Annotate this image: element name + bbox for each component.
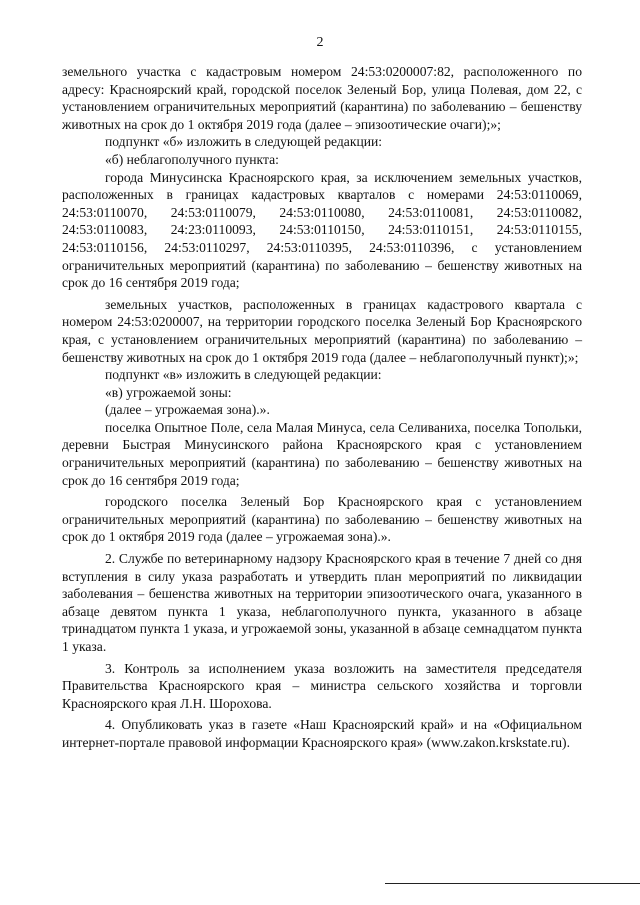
paragraph-item-3: 3. Контроль за исполнением указа возложить на заместителя председателя Правительства Красноярского края – министра сельского хозяйства и торговли Красноярского края Л.Н. Шорохова. (62, 660, 582, 711)
paragraph-parcel-82: земельного участка с кадастровым номером 24:53:0200007:82, расположенного по адресу: Красноярский край, городской поселок Зеленый Бор, улица Полевая, дом 22, с установлением ограничительных мероприятий (карантина) по заболеванию – бешенству животных на срок до 1 октября 2019 года (далее – эпизоотические очаги);»; (62, 64, 582, 132)
page-number: 2 (316, 35, 324, 50)
paragraph-threatened-zone-note: (далее – угрожаемая зона).». (105, 402, 270, 418)
paragraph-item-2: 2. Службе по ветеринарному надзору Красноярского края в течение 7 дней со дня вступления в силу указа разработать и утвердить план мероприятий по ликвидации заболевания – бешенства животных на территории эпизоотического очага, указанного в абзаце девятом пункта 1 указа, неблагополучного пункта, указанного в абзаце тринадцатом пункта 1 указа, и угрожаемой зоны, указанной в абзаце семнадцатом пункта 1 указа. (62, 551, 582, 654)
paragraph-minusinsk-city: города Минусинска Красноярского края, за исключением земельных участков, расположенных в границах кадастровых кварталов с номерами 24:53:0110069, 24:53:0110070, 24:53:0110079, 24:53:0110080, 24:53:0110081, 24:53:0110082, 24:53:0110083, 24:23:0110093, 24:53:0110150, 24:53:0110151, 24:53:0110155, 24:53:0110156, 24:53:0110297, 24:53:0110395, 24:53:0110396, с установлением ограничительных мероприятий (карантина) по заболеванию – бешенству животных на срок до 16 сентября 2019 года; (62, 169, 582, 291)
paragraph-unfavorable-point-heading: «б) неблагополучного пункта: (105, 151, 279, 167)
paragraph-subclause-b-intro: подпункт «б» изложить в следующей редакции: (105, 134, 383, 150)
paragraph-threatened-zone-heading: «в) угрожаемой зоны: (105, 384, 232, 400)
document-body (62, 63, 582, 752)
paragraph-villages: поселка Опытное Поле, села Малая Минуса, села Селиваниха, поселка Топольки, деревни Быстрая Минусинского района Красноярского края с установлением ограничительных мероприятий (карантина) по заболеванию – бешенству животных на срок до 16 сентября 2019 года; (62, 419, 582, 488)
paragraph-subclause-v-intro: подпункт «в» изложить в следующей редакции: (105, 367, 382, 383)
paragraph-item-4: 4. Опубликовать указ в газете «Наш Красноярский край» и на «Официальном интернет-портале правовой информации Красноярского края» (www.zakon.krskstate.ru). (62, 717, 582, 750)
paragraph-zeleny-bor-settlement: городского поселка Зеленый Бор Красноярского края с установлением ограничительных мероприятий (карантина) по заболеванию – бешенству животных на срок до 1 октября 2019 года (далее – угрожаемая зона).». (62, 494, 582, 545)
paragraph-zeleny-bor-parcels: земельных участков, расположенных в границах кадастрового квартала с номером 24:53:0200007, на территории городского поселка Зеленый Бор Красноярского края, с установлением ограничительных мероприятий (карантина) по заболеванию – бешенству животных на срок до 1 октября 2019 года (далее – неблагополучный пункт);»; (62, 296, 582, 365)
footer-divider (385, 883, 640, 884)
